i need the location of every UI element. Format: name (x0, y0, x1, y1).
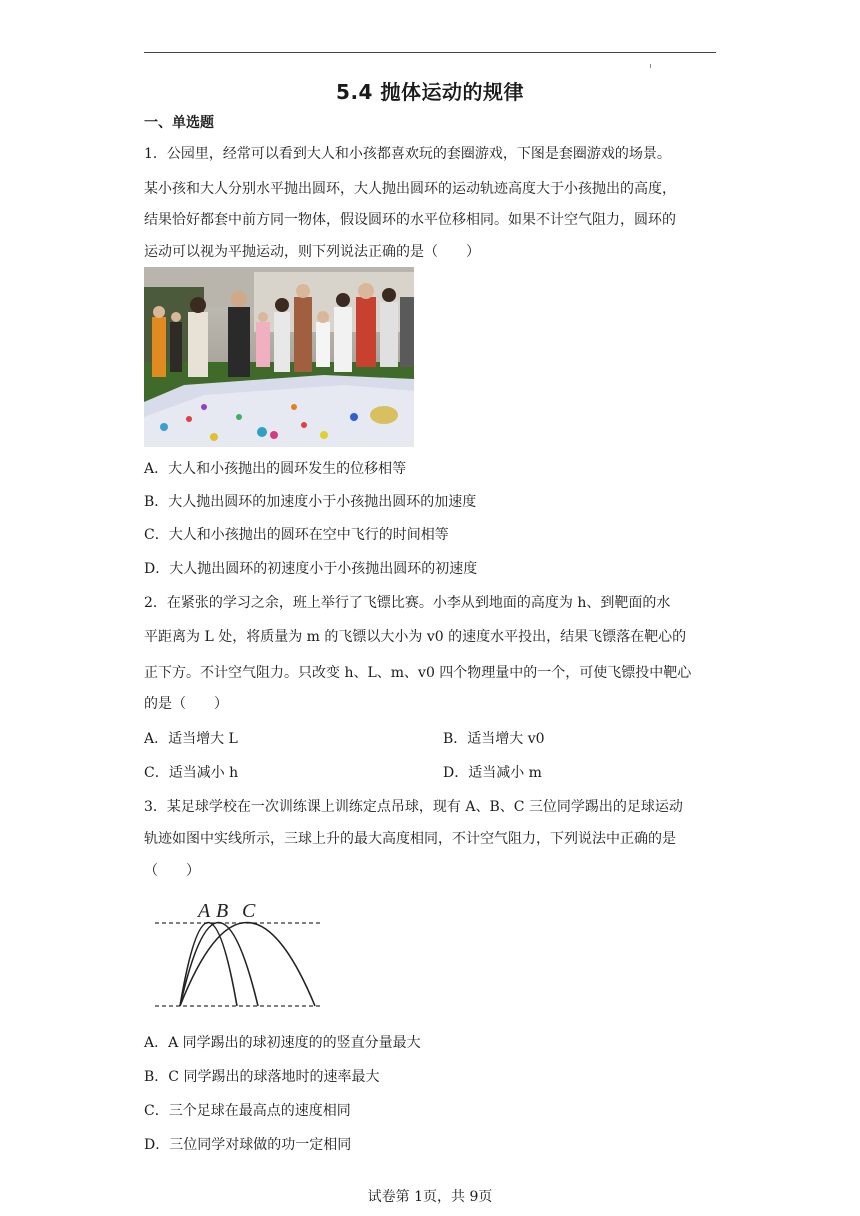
q1-line-3: 结果恰好都套中前方同一物体，假设圆环的水平位移相同。如果不计空气阻力，圆环的 (144, 212, 676, 228)
q1-line-1: 1．公园里，经常可以看到大人和小孩都喜欢玩的套圈游戏，下图是套圈游戏的场景。 (144, 146, 671, 162)
section-heading: 一、单选题 (144, 115, 214, 131)
page-title: 5.4 抛体运动的规律 (336, 80, 524, 104)
q3-option-a: A．A 同学踢出的球初速度的的竖直分量最大 (144, 1035, 421, 1051)
q1-option-d: D．大人抛出圆环的初速度小于小孩抛出圆环的初速度 (144, 561, 478, 577)
q3-line-3: （ ） (144, 863, 200, 879)
header-rule (144, 52, 716, 53)
q2-line-1: 2．在紧张的学习之余，班上举行了飞镖比赛。小李从到地面的高度为 h、到靶面的水 (144, 595, 671, 611)
q2-line-2: 平距离为 L 处，将质量为 m 的飞镖以大小为 v0 的速度水平投出，结果飞镖落在靶心的 (144, 629, 687, 645)
q2-option-d: D．适当减小 m (443, 765, 542, 781)
q3-line-2: 轨迹如图中实线所示，三球上升的最大高度相同，不计空气阻力，下列说法中正确的是 (144, 831, 676, 847)
q3-option-b: B．C 同学踢出的球落地时的速率最大 (144, 1069, 380, 1085)
label-a: A (198, 900, 211, 922)
q2-option-b: B．适当增大 v0 (443, 731, 545, 747)
q1-line-4: 运动可以视为平抛运动，则下列说法正确的是（ ） (144, 244, 480, 260)
q3-option-d: D．三位同学对球做的功一定相同 (144, 1137, 352, 1153)
q1-option-c: C．大人和小孩抛出的圆环在空中飞行的时间相等 (144, 527, 449, 543)
q2-option-c: C．适当减小 h (144, 765, 239, 781)
q1-option-b: B．大人抛出圆环的加速度小于小孩抛出圆环的加速度 (144, 494, 477, 510)
q3-line-1: 3．某足球学校在一次训练课上训练定点吊球，现有 A、B、C 三位同学踢出的足球运动 (144, 799, 683, 815)
label-b: B (216, 900, 229, 922)
q2-line-3: 正下方。不计空气阻力。只改变 h、L、m、v0 四个物理量中的一个，可使飞镖投中靶心 (144, 665, 692, 681)
q2-line-4: 的是（ ） (144, 696, 228, 712)
header-mark (650, 64, 651, 68)
q1-option-a: A．大人和小孩抛出的圆环发生的位移相等 (144, 461, 407, 477)
q2-option-a: A．适当增大 L (144, 731, 238, 747)
q1-line-2: 某小孩和大人分别水平抛出圆环，大人抛出圆环的运动轨迹高度大于小孩抛出的高度， (144, 181, 676, 197)
page-footer: 试卷第 1页，共 9页 (367, 1189, 493, 1205)
q3-option-c: C．三个足球在最高点的速度相同 (144, 1103, 351, 1119)
ring-toss-photo (144, 267, 414, 447)
trajectory-diagram (150, 895, 325, 1010)
label-c: C (242, 900, 256, 922)
